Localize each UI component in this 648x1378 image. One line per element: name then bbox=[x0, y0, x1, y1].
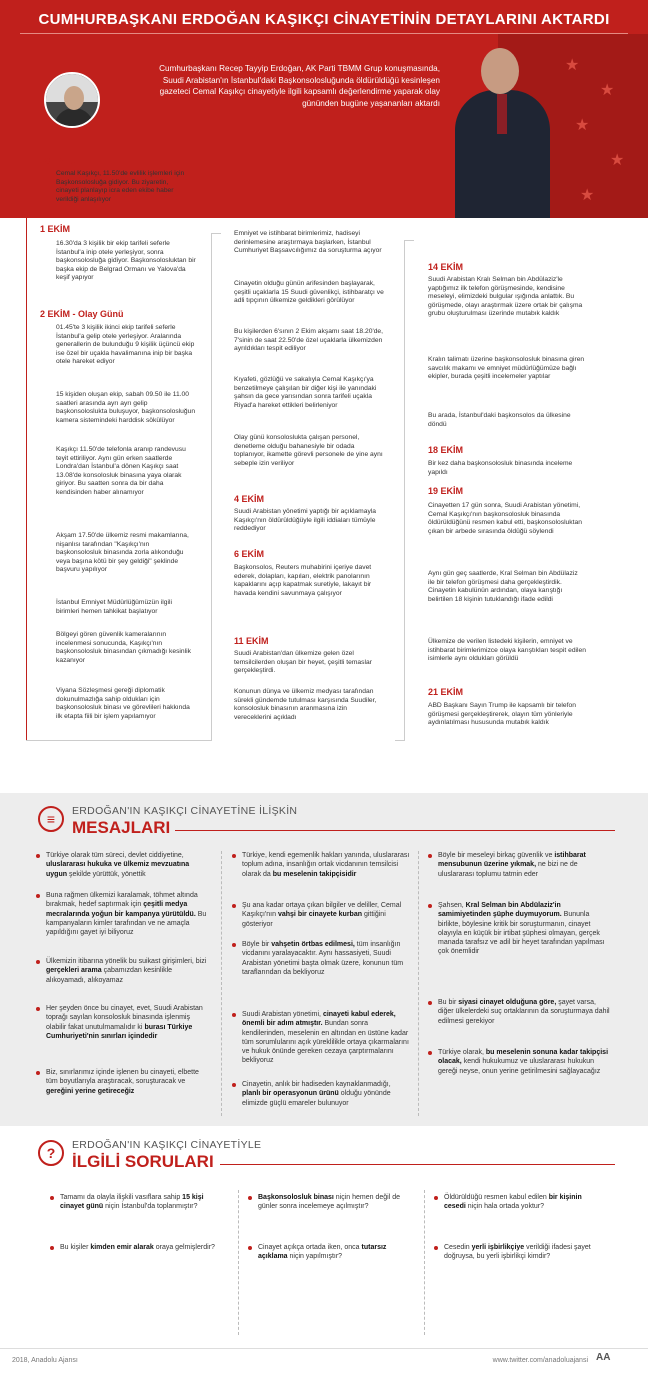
timeline-entry: 15 kişiden oluşan ekip, sabah 09.50 ile 11.00 saatleri arasında ayrı ayrı gelip başkonsoloslukta buluşuyor, başkonsolosluğun kamera sistemindeki harddisk sökülüyor bbox=[56, 391, 196, 424]
bullet bbox=[36, 854, 40, 858]
bullet bbox=[428, 1051, 432, 1055]
timeline-entry: Cinayetten 17 gün sonra, Suudi Arabistan yönetimi, Cemal Kaşıkçı'nın başkonsolosluk binasında öldürüldüğünü resmen kabul etti, başkonsolosluktan çıkan bir arbede sırasında öldüğü söylendi bbox=[428, 502, 582, 535]
messages-section bbox=[0, 793, 648, 1126]
message-item: Bu bir siyasi cinayet olduğuna göre, şayet varsa, diğer ülkelerdeki suç ortaklarının da soruşturmaya dahil edilmesi gerekiyor bbox=[438, 999, 610, 1025]
message-item: Cinayetin, anlık bir hadiseden kaynaklanmadığı, planlı bir operasyonun ürünü olduğu yönünde elimizde güçlü emareler bulunuyor bbox=[242, 1081, 391, 1107]
message-item: Türkiye olarak tüm süreci, devlet ciddiyetine, uluslararası hukuka ve ülkemiz mevzuatına uygun şekilde yürüttük, yönettik bbox=[46, 852, 190, 878]
bullet bbox=[232, 1083, 236, 1087]
timeline-entry: Kralın talimatı üzerine başkonsolosluk binasına giren savcılık makamı ve emniyet müdürlüğümüze bağlı ekipler, burada çeşitli incelemeler yaptılar bbox=[428, 356, 585, 381]
timeline-date: 18 EKİM bbox=[428, 445, 464, 455]
timeline-connector bbox=[395, 740, 405, 741]
timeline-entry: Cinayetin olduğu günün arifesinden başlayarak, çeşitli uçaklarla 15 Suudi güvenlikçi, istihbaratçı ve adli tıpçının ülkemize geldikleri görülüyor bbox=[234, 280, 384, 305]
speaker-photo bbox=[455, 48, 550, 218]
page-title: CUMHURBAŞKANI ERDOĞAN KAŞIKÇI CİNAYETİNİN DETAYLARINI AKTARDI bbox=[38, 11, 610, 28]
bullet bbox=[232, 854, 236, 858]
questions-rule bbox=[220, 1164, 615, 1165]
timeline-entry: 16.30'da 3 kişilik bir ekip tarifeli seferle İstanbul'a inip otele yerleşiyor, sonra başkonsolosluğa gidiyor. Başkonsolosluktan bir başka ekip de Belgrad Ormanı ve Yalova'da keşif yapıyor bbox=[56, 240, 196, 282]
column-separator bbox=[418, 851, 419, 1116]
timeline-entry: ABD Başkanı Sayın Trump ile kapsamlı bir telefon görüşmesi gerçekleştirerek, olayın tüm yönleriyle aydınlatılması hususunda mutabık kaldık bbox=[428, 702, 576, 727]
timeline-entry: Olay günü konsoloslukta çalışan personel, denetleme olduğu bahanesiyle bir odada toplanıyor, ikamette görevli personele de yine aynı sebeple izin veriliyor bbox=[234, 434, 383, 467]
message-item: Şu ana kadar ortaya çıkan bilgiler ve deliller, Cemal Kaşıkçı'nın vahşi bir cinayete kurban gittiğini gösteriyor bbox=[242, 902, 402, 928]
victim-portrait bbox=[44, 72, 100, 128]
timeline-entry: Viyana Sözleşmesi gereği diplomatik dokunulmazlığa sahip oldukları için başkonsolosluk binası ve görevlileri hakkında ilk etapta fiili bir işlem yapılamıyor bbox=[56, 687, 190, 720]
column-separator bbox=[221, 851, 222, 1116]
bullet bbox=[50, 1196, 54, 1200]
timeline-entry: Kaşıkçı 11.50'de telefonla aranıp randevusu teyit ettiriliyor. Aynı gün erken saatlerde Londra'dan İstanbul'a dönen Kaşıkçı saat 13.08'de konsolosluk binasına yaya olarak giriyor. Bu saatten sonra da bir daha kendisinden haber alınamıyor bbox=[56, 446, 186, 496]
copyright: 2018, Anadolu Ajansı bbox=[12, 1357, 78, 1364]
messages-heading: MESAJLARI bbox=[72, 818, 171, 837]
messages-heading-small: ERDOĞAN'IN KAŞIKÇI CİNAYETİNE İLİŞKİN bbox=[72, 805, 298, 817]
timeline-connector bbox=[404, 240, 405, 740]
title-divider bbox=[20, 33, 628, 34]
timeline-entry: Başkonsolos, Reuters muhabirini içeriye davet ederek, dolapları, kapıları, elektrik panolarının kapaklarını açıp kapatmak suretiyle, lakayıt bir havada kendini savunmaya çalışıyor bbox=[234, 564, 372, 597]
bullet bbox=[232, 1013, 236, 1017]
message-item: Biz, sınırlarımız içinde işlenen bu cinayeti, elbette tüm boyutlarıyla araştıracak, soruşturacak ve gereğini yerine getireceğiz bbox=[46, 1069, 199, 1095]
timeline-date: 14 EKİM bbox=[428, 262, 464, 272]
timeline-entry: Suudi Arabistan yönetimi yaptığı bir açıklamayla Kaşıkçı'nın öldürüldüğüyle ilgili iddiaları tümüyle reddediyor bbox=[234, 508, 376, 533]
timeline-date: 19 EKİM bbox=[428, 486, 464, 496]
message-item: Suudi Arabistan yönetimi, cinayeti kabul ederek, önemli bir adım atmıştır. Bundan sonra kendilerinden, meselenin en altından en üstüne kadar tüm sorumlularını açık yüreklilikle ortaya çıkarmalarını ve hukuk önünde gereken cezaya çarptırmalarını bekliyoruz bbox=[242, 1011, 409, 1065]
column-separator bbox=[424, 1190, 425, 1335]
questions-heading-small: ERDOĞAN'IN KAŞIKÇI CİNAYETİYLE bbox=[72, 1139, 262, 1151]
timeline-entry: Suudi Arabistan'dan ülkemize gelen özel temsilcilerden oluşan bir heyet, çeşitli temaslar gerçekleştirdi. bbox=[234, 650, 372, 675]
bullet bbox=[36, 1071, 40, 1075]
timeline-entry: Kıyafeti, gözlüğü ve sakalıyla Cemal Kaşıkçı'ya benzetilmeye çalışılan bir diğer kişi ile yanındaki şahsın da gece yarısından sonra tarifeli uçakla Riyad'a hareket ettikleri belirleniyor bbox=[234, 376, 377, 409]
message-item: Böyle bir vahşetin örtbas edilmesi, tüm insanlığın vicdanını yaralayacaktır. Aynı hassasiyeti, Suudi Arabistan yönetimi başta olmak üzere, konunun tüm taraflarından da bekliyoruz bbox=[242, 941, 404, 976]
star-icon: ★ bbox=[575, 117, 590, 134]
timeline-date: 11 EKİM bbox=[234, 636, 269, 646]
timeline-line bbox=[26, 160, 27, 740]
timeline-connector bbox=[404, 240, 414, 241]
questions-heading: İLGİLİ SORULARI bbox=[72, 1152, 214, 1171]
timeline-entry: Emniyet ve istihbarat birimlerimiz, hadiseyi derinlemesine araştırmaya başlarken, İstanbul Cumhuriyet Başsavcılığımız da soruşturma açıyor bbox=[234, 230, 382, 255]
speech-list-icon: ≡ bbox=[38, 806, 64, 832]
question-item: Öldürüldüğü resmen kabul edilen bir kişinin cesedi niçin hala ortada yoktur? bbox=[444, 1194, 582, 1211]
timeline-entry: Akşam 17.50'de ülkemiz resmi makamlarına, nişanlısı tarafından "Kaşıkçı'nın başkonsolosluk binasında zorla alıkonduğu veya başına kötü bir şey geldiği" şeklinde başvuru yapılıyor bbox=[56, 532, 189, 574]
bullet bbox=[434, 1246, 438, 1250]
star-icon: ★ bbox=[580, 187, 595, 204]
timeline-entry: Konunun dünya ve ülkemiz medyası tarafından sürekli gündemde tutulması karşısında Suudiler, konsolosluk binasının aranmasına izin vereceklerini açıkladı bbox=[234, 688, 377, 721]
timeline-date: 28 EYLÜL bbox=[40, 156, 83, 166]
bullet bbox=[232, 943, 236, 947]
intro-text: Cumhurbaşkanı Recep Tayyip Erdoğan, AK Parti TBMM Grup konuşmasında, Suudi Arabistan'ın İstanbul'daki Başkonsolosluğunda öldürüldüğü kesinleşen gazeteci Cemal Kaşıkçı cinayetiyle ilgili kapsamlı değerlendirme yaparak olay gününden bugüne yaşananları aktardı bbox=[159, 64, 440, 108]
timeline-entry: Bir kez daha başkonsolosluk binasında inceleme yapıldı bbox=[428, 460, 573, 476]
message-item: Türkiye olarak, bu meselenin sonuna kadar takipçisi olacak, kendi hukukumuz ve uluslararası hukukun gereği neyse, onun yerine getirilmesini sağlayacağız bbox=[438, 1049, 609, 1075]
bullet bbox=[50, 1246, 54, 1250]
star-icon: ★ bbox=[610, 152, 625, 169]
footer bbox=[0, 1348, 648, 1378]
message-item: Ülkemizin itibarına yönelik bu suikast girişimleri, bizi gerçekleri arama çabamızdan kesinlikle alıkoyamadı, alıkoyamaz bbox=[46, 958, 207, 984]
question-item: Cesedin yerli işbirlikçiye verildiği ifadesi şayet doğruysa, bu yerli işbirlikçi kimdir? bbox=[444, 1244, 591, 1261]
timeline-date: 2 EKİM - Olay Günü bbox=[40, 309, 124, 319]
timeline-entry: Cemal Kaşıkçı, 11.50'de evlilik işlemleri için Başkonsolosluğa gidiyor. Bu ziyaretin, cinayeti planlayıp icra eden ekibe haber verildiği anlaşılıyor bbox=[56, 170, 185, 203]
bullet bbox=[248, 1246, 252, 1250]
timeline-connector bbox=[211, 233, 212, 741]
message-item: Türkiye, kendi egemenlik hakları yanında, uluslararası toplum adına, insanlığın ortak vicdanının temsilcisi olarak da bu meselenin takipçisidir bbox=[242, 852, 410, 878]
bullet bbox=[248, 1196, 252, 1200]
messages-rule bbox=[175, 830, 615, 831]
timeline-entry: Bu kişilerden 6'sının 2 Ekim akşamı saat 18.20'de, 7'sinin de saat 22.50'de özel uçaklarla ülkemizden ayrıldıkları tespit ediliyor bbox=[234, 328, 384, 353]
message-item: Böyle bir meseleyi birkaç güvenlik ve istihbarat mensubunun üzerine yıkmak, ne bizi ne de uluslararası toplumu tatmin eder bbox=[438, 852, 586, 878]
question-item: Bu kişiler kimden emir alarak oraya gelmişlerdir? bbox=[60, 1244, 215, 1251]
question-item: Tamamı da olayla ilişkili vasıflara sahip 15 kişi cinayet günü niçin İstanbul'da toplanmıştır? bbox=[60, 1194, 204, 1211]
timeline-entry: İstanbul Emniyet Müdürlüğümüzün ilgili birimleri hemen tahkikat başlatıyor bbox=[56, 599, 172, 615]
timeline-entry: Aynı gün geç saatlerde, Kral Selman bin Abdülaziz ile bir telefon görüşmesi daha gerçekleştirdik. Cinayetin kabulünün ardından, olaya karıştığı belirtilen 18 kişinin tutuklandığı ifade edildi bbox=[428, 570, 578, 603]
message-item: Şahsen, Kral Selman bin Abdülaziz'in samimiyetinden şüphe duymuyorum. Bununla birlikte, böylesine kritik bir soruşturmanın, cinayet olayıyla en küçük bir irtibat şüphesi olmayan, gerçek manada tarafsız ve adil bir heyet tarafından yapılması çok önemlidir bbox=[438, 902, 605, 956]
bullet bbox=[428, 904, 432, 908]
column-separator bbox=[238, 1190, 239, 1335]
timeline-entry: Bu arada, İstanbul'daki başkonsolos da ülkesine döndü bbox=[428, 412, 571, 428]
bullet bbox=[36, 1007, 40, 1011]
timeline-date: 1 EKİM bbox=[40, 224, 71, 234]
message-item: Buna rağmen ülkemizi karalamak, töhmet altında bırakmak, hedef saptırmak için çeşitli medya mecralarında yoğun bir kampanya yürütüldü. Bu kampanyaların kimler tarafından ve ne amaçla yapıldığını gayet iyi biliyoruz bbox=[46, 892, 207, 937]
bullet bbox=[428, 1001, 432, 1005]
timeline-date: 6 EKİM bbox=[234, 549, 265, 559]
twitter-link[interactable]: www.twitter.com/anadoluajansi bbox=[492, 1357, 588, 1364]
bullet bbox=[36, 894, 40, 898]
question-icon: ? bbox=[38, 1140, 64, 1166]
question-item: Cinayet açıkça ortada iken, onca tutarsız açıklama niçin yapılmıştır? bbox=[258, 1244, 387, 1261]
timeline-entry: Suudi Arabistan Kralı Selman bin Abdülaziz'le yaptığımız ilk telefon görüşmesinde, kendisine meseleyi, elimizdeki bulgular ışığında anlattık. Bu görüşmede, olayı araştırmak üzere ortak bir çalışma grubu oluşturulması üzerinde mutabık kaldık bbox=[428, 276, 583, 318]
bullet bbox=[36, 960, 40, 964]
timeline-entry: Ülkemize de verilen listedeki kişilerin, emniyet ve istihbarat birimlerimizce olaya karıştıkları tespit edilen isimlerle aynı oldukları görüldü bbox=[428, 638, 586, 663]
message-item: Her şeyden önce bu cinayet, evet, Suudi Arabistan toprağı sayılan konsolosluk binasında işlenmiş olabilir fakat unutulmamalıdır ki burası Türkiye Cumhuriyeti'nin sınırları içindedir bbox=[46, 1005, 203, 1040]
timeline-connector bbox=[26, 740, 211, 741]
timeline-date: 4 EKİM bbox=[234, 494, 265, 504]
star-icon: ★ bbox=[600, 82, 615, 99]
question-item: Başkonsolosluk binası niçin hemen değil de günler sonra incelemeye açılmıştır? bbox=[258, 1194, 401, 1211]
timeline-connector bbox=[211, 233, 221, 234]
bullet bbox=[428, 854, 432, 858]
aa-logo: AA bbox=[596, 1352, 611, 1363]
bullet bbox=[232, 904, 236, 908]
timeline-date: 21 EKİM bbox=[428, 687, 464, 697]
bullet bbox=[434, 1196, 438, 1200]
star-icon: ★ bbox=[565, 57, 580, 74]
timeline-entry: Bölgeyi gören güvenlik kameralarının incelenmesi sonucunda, Kaşıkçı'nın başkonsolosluk binasından çıkmadığı kesinlik kazanıyor bbox=[56, 631, 191, 664]
timeline-entry: 01.45'te 3 kişilik ikinci ekip tarifeli seferle İstanbul'a gelip otele yerleşiyor. Aralarında generallerin de bulunduğu 9 kişilik üçüncü ekip ise özel bir uçakla havalimanına inip bir başka otele hareket ediyor bbox=[56, 324, 195, 366]
